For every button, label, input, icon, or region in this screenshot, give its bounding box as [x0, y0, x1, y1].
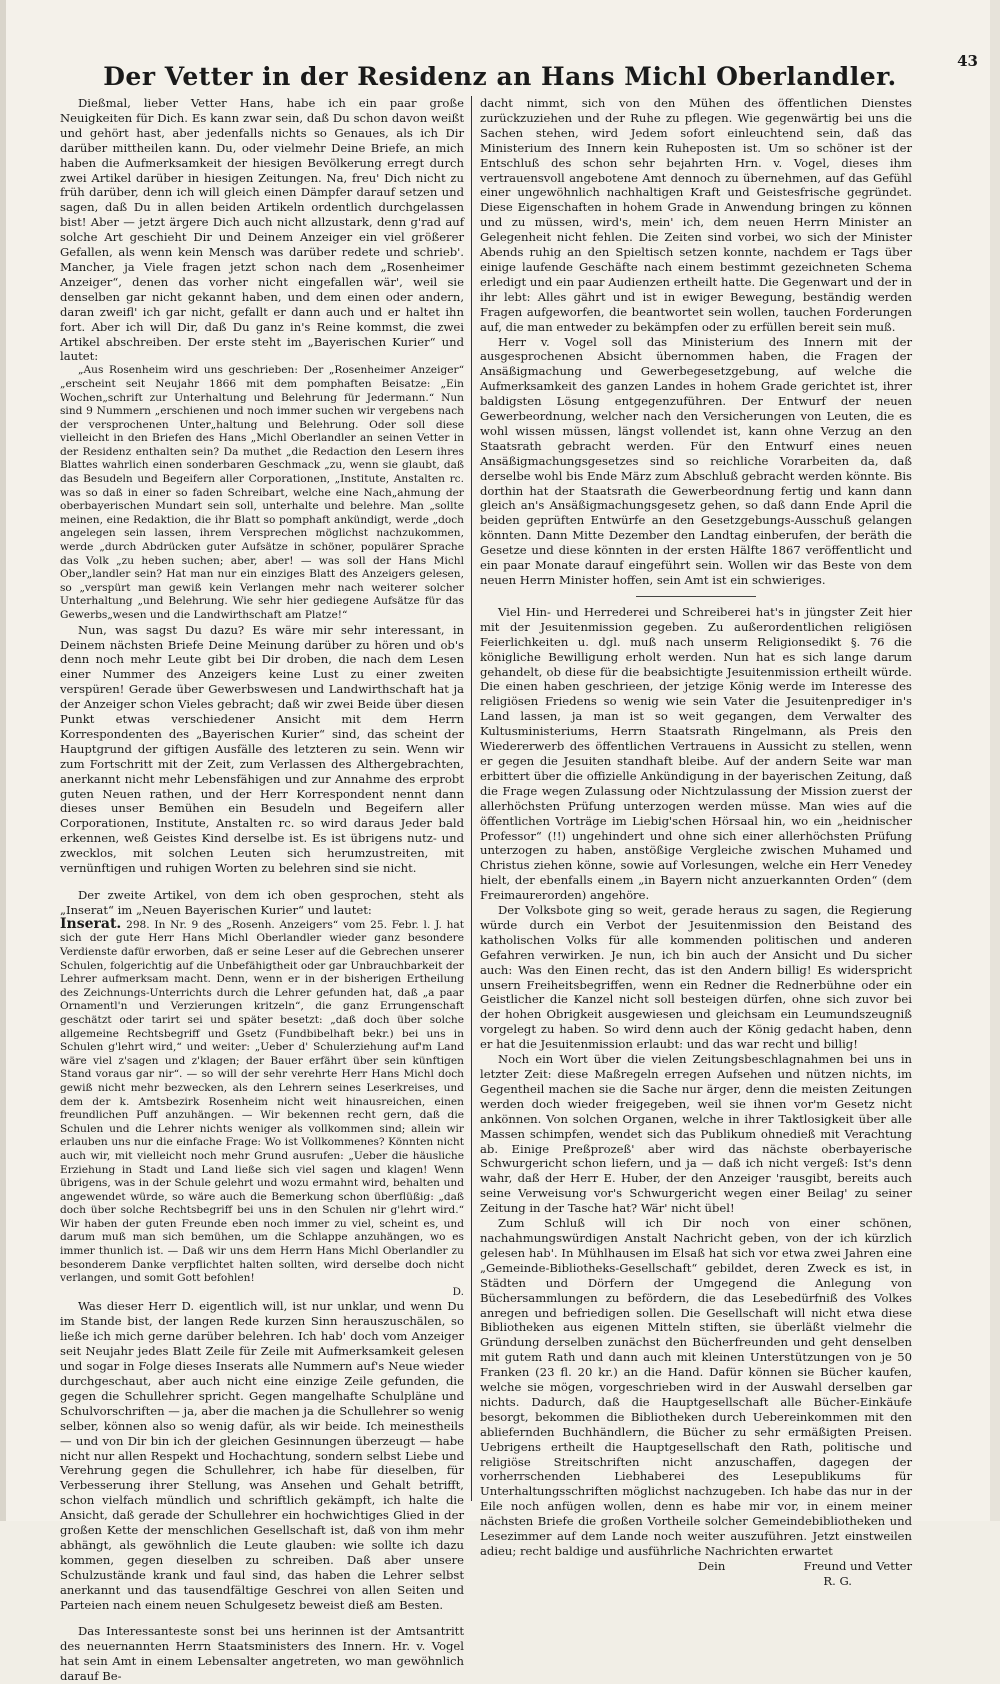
section-rule: [636, 596, 756, 597]
column-divider: [471, 96, 472, 1501]
paragraph: Viel Hin- und Herrederei und Schreiberei hat's in jüngster Zeit hier mit der Jesuitenmission gegeben. Zu außerordentlichen religiösen Feierlichkeiten u. dgl. muß nach unserm Religionsedikt §. 76 die königliche Bewilligung erholt werden. Nun hat es sich lange darum gehandelt, ob diese für die beabsichtigte Jesuitenmission ertheilt würde. Die einen haben geschrieen, der jetzige König werde im Interesse des religiösen Friedens so wenig wie sein Vater die Jesuitenprediger in's Land lassen, ja man ist so weit gegangen, dem Verwalter des Kultusministeriums, Herrn Staatsrath Ringelmann, als Preis den Wiedererwerb des öffentlichen Vertrauens in Aussicht zu stellen, wenn er gegen die Jesuiten standhaft bleibe. Auf der andern Seite war man erbittert über die offizielle Ankündigung in der bayerischen Zeitung, daß die Frage wegen Zulassung oder Nichtzulassung der Mission zuerst der allerhöchsten Prüfung unterzogen werden müsse. Man wies auf die öffentlichen Vorträge im Liebig'schen Hörsaal hin, wo ein „heidnischer Professor“ (!!) ungehindert und ohne sich einer allerhöchsten Prüfung unterzogen zu haben, anstößige Vergleiche zwischen Muhamed und Christus ziehen könne, sowie auf Vorlesungen, welche ein Herr Venedey hielt, der ebenfalls einem „in Bayern nicht anzuerkannten Orden“ (dem Freimaurerorden) angehöre.: [480, 604, 912, 903]
closing-initials: R. G.: [823, 1573, 852, 1588]
paragraph: Nun, was sagst Du dazu? Es wäre mir sehr interessant, in Deinem nächsten Briefe Deine Meinung darüber zu hören und ob's denn noch mehr Leute gibt bei Dir droben, die nach dem Lesen einer Nummer des Anzeigers keine Lust zu einer zweiten verspüren! Gerade über Gewerbswesen und Landwirthschaft hat ja der Anzeiger schon Vieles gebracht; daß wir zwei Beide über diesen Punkt etwas verschiedener Ansicht mit dem Herrn Korrespondenten des „Bayerischen Kurier“ sind, das scheint der Hauptgrund der giftigen Ausfälle des letzteren zu sein. Wenn wir zum Fortschritt mit der Zeit, zum Verlassen des Althergebrachten, anerkannt nicht mehr Lebensfähigen und zur Annahme des erprobt guten Neuen rathen, und der Herr Korrespondent nennt dann dieses unser Bemühen ein Besudeln und Begeifern aller Corporationen, Institute, Anstalten rc. so wird daraus Jeder bald erkennen, weß Geistes Kind derselbe ist. Es ist übrigens nutz- und zwecklos, mit solchen Leuten sich herumzustreiten, mit vernünftigen und ruhigen Worten zu belehren sind sie nicht.: [60, 622, 464, 876]
inserat-block: [60, 915, 465, 1286]
closing-friend: Freund und Vetter: [803, 1558, 912, 1573]
page-number: 43: [957, 52, 978, 70]
paragraph: Dießmal, lieber Vetter Hans, habe ich ein paar große Neuigkeiten für Dich. Es kann zwar sein, daß Du schon davon weißt und gehört hast, aber jedenfalls nichts so Genaues, als ich Dir darüber mittheilen kann. Du, oder vielmehr Deine Briefe, an mich haben die Aufmerksamkeit der hiesigen Bevölkerung erregt durch zwei Artikel darüber in hiesigen Zeitungen. Na, freu' Dich nicht zu früh darüber, denn ich will gleich einen Dämpfer darauf setzen und sagen, daß Du in allen beiden Artikeln ordentlich durchgelassen bist! Aber — jetzt ärgere Dich auch nicht allzustark, denn g'rad auf solche Art geschieht Dir und Deinem Anzeiger ein viel größerer Gefallen, als wenn kein Mensch was darüber redete und schrieb'. Mancher, ja Viele fragen jetzt schon nach dem „Rosenheimer Anzeiger“, denen das vorher nicht eingefallen wär', weil sie denselben gar nicht gekannt haben, und dem einen oder andern, daran zweifl' ich gar nicht, gefallt er dann auch und er haltet ihn fort. Aber ich will Dir, daß Du ganz in's Reine kommst, die zwei Artikel abschreiben. Der erste steht im „Bayerischen Kurier“ und lautet:: [60, 96, 464, 364]
inserat-label: Inserat.: [60, 915, 122, 932]
inserat-text: 298. In Nr. 9 des „Rosenh. Anzeigers“ vom 25. Febr. l. J. hat sich der gute Herr Hans Michl Oberlandler wieder ganz besondere Verdienste dafür erworben, daß er seine Leser auf die Gebrechen unserer Schulen, folgerichtig auf die Unbefähigtheit oder gar Unbrauchbarkeit der Lehrer aufmerksam macht. Denn, wenn er in der bisherigen Ertheilung des Zeichnungs-Unterrichts durch die Lehrer gefunden hat, daß „a paar Ornamentl'n und Verzierungen kritzeln“, die ganz Errungenschaft geschätzt oder tarirt sei und später besetzt: „daß doch über solche allgemeine Rechtsbegriff und Gsetz (Fundbibelhaft bekr.) bei uns in Schulen g'lehrt wird,“ und weiter: „Ueber d' Schulerziehung auf'm Land wäre viel z'sagen und z'klagen; der Bauer erfährt über sein künftigen Stand voraus gar nir“. — so will der sehr verehrte Herr Hans Michl doch gewiß nicht mehr bezwecken, als den Lehrern seines Leserkreises, und dem der k. Amtsbezirk Rosenheim nicht weit hinausreichen, einen freundlichen Puff anzuhängen. — Wir bekennen recht gern, daß die Schulen und die Lehrer nichts weniger als vollkommen sind; allein wir erlauben uns nur die einfache Frage: Wo ist Vollkommenes? Könnten nicht auch wir, mit vielleicht noch mehr Grund ausrufen: „Ueber die häusliche Erziehung in Stadt und Land ließe sich viel sagen und klagen! Wenn übrigens, was in der Schule gelehrt und wozu ermahnt wird, behalten und angewendet würde, so wäre auch die Bemerkung schon überflüßig: „daß doch über solche Rechtsbegriff bei uns in den Schulen nir g'lehrt wird.“ Wir haben der guten Freunde eben noch immer zu viel, scheint es, und darum muß man sich bemühen, um die Schlappe anzuhängen, wo es immer thunlich ist. — Daß wir uns dem Herrn Hans Michl Oberlandler zu besonderem Danke verpflichtet halten sollten, wird derselbe doch nicht verlangen, und somit Gott befohlen!: [60, 918, 465, 1285]
paragraph: Herr v. Vogel soll das Ministerium des Innern mit der ausgesprochenen Absicht übernommen haben, die Fragen der Ansäßigmachung und Gewerbegesetzgebung, auf welche die Aufmerksamkeit des ganzen Landes in hohem Grade gerichtet ist, ihrer baldigsten Lösung entgegenzuführen. Der Entwurf der neuen Gewerbeordnung, welcher nach den Versicherungen von Leuten, die es wohl wissen müssen, längst vollendet ist, kann ohne Verzug an den Staatsrath gebracht werden. Für den Entwurf eines neuen Ansäßigmachungsgesetzes sind so reichliche Vorarbeiten da, daß derselbe wohl bis Ende März zum Abschluß gebracht werden könnte. Bis dorthin hat der Staatsrath die Gewerbeordnung fertig und kann dann gleich an's Ansäßigmachungsgesetz gehen, so daß dann Ende April die beiden geprüften Entwürfe an den Gesetzgebungs-Ausschuß gelangen könnten. Dann Mitte Dezember den Landtag einberufen, der beräth die Gesetze und diese könnten in der ersten Hälfte 1867 veröffentlicht und ein paar Monate darauf eingeführt sein. Wollen wir das Beste von dem neuen Herrn Minister hoffen, sein Amt ist ein schwieriges.: [480, 334, 912, 587]
left-column: [60, 96, 465, 1684]
right-column: [480, 96, 912, 1588]
paragraph: Der zweite Artikel, von dem ich oben gesprochen, steht als „Inserat“ im „Neuen Bayerischen Kurier“ und lautet:: [60, 888, 464, 917]
closing-line: [480, 1559, 912, 1574]
closing-dein: Dein: [698, 1558, 726, 1573]
paragraph: Noch ein Wort über die vielen Zeitungsbeschlagnahmen bei uns in letzter Zeit: diese Maßregeln erregen Aufsehen und nützen nichts, im Gegentheil machen sie die Sache nur ärger, denn die meisten Zeitungen werden doch wieder freigegeben, weil sie ihnen vor'm Gesetz nicht ankönnen. Von solchen Organen, welche in ihrer Taktlosigkeit über alle Massen schimpfen, wendet sich das Publikum ohnedieß mit Verachtung ab. Einige Preßprozeß' aber wird das nächste oberbayerische Schwurgericht schon liefern, und ja — daß ich nicht vergeß: Ist's denn wahr, daß der Herr E. Huber, der den Anzeiger 'rausgibt, bereits auch seine Verweisung vor's Schwurgericht wegen einer Beilag' zu seiner Zeitung in der Tasche hat? Wär' nicht übel!: [480, 1052, 912, 1216]
inserat-signature: D.: [452, 1285, 464, 1298]
scan-edge-left: [0, 0, 6, 1521]
quoted-article: „Aus Rosenheim wird uns geschrieben: Der „Rosenheimer Anzeiger“ „erscheint seit Neujahr 1866 mit dem pomphaften Beisatze: „Ein Wochen„schrift zur Unterhaltung und Belehrung für Jedermann.“ Nun sind 9 Nummern „erschienen und noch immer suchen wir vergebens nach der versprochenen Unter„haltung und Belehrung. Oder soll diese vielleicht in den Briefen des Hans „Michl Oberlandler an seinen Vetter in der Residenz enthalten sein? Da muthet „die Redaction den Lesern ihres Blattes wahrlich einen sonderbaren Geschmack „zu, wenn sie glaubt, daß das Besudeln und Begeifern aller Corporationen, „Institute, Anstalten rc. was so daß in einer so faden Schreibart, welche eine Nach„ahmung der oberbayerischen Mundart sein soll, unterhalte und belehre. Man „sollte meinen, eine Redaktion, die ihr Blatt so pomphaft ankündigt, werde „doch angelegen sein lassen, ihrem Versprechen möglichst nachzukommen, werde „durch Abdrücken guter Aufsätze in schöner, populärer Sprache das Volk „zu heben suchen; aber, aber! — was soll der Hans Michl Ober„landler sein? Hat man nur ein einziges Blatt des Anzeigers gelesen, so „verspürt man gewiß kein Verlangen mehr nach weiterer solcher Unterhaltung „und Belehrung. Wie sehr hier gediegene Aufsätze für das Gewerbs„wesen und die Landwirthschaft am Platze!“: [60, 364, 464, 621]
paragraph: Der Volksbote ging so weit, gerade heraus zu sagen, die Regierung würde durch ein Verbot der Jesuitenmission den Beistand des katholischen Volks für alle kommenden politischen und anderen Gefahren verwirken. Je nun, ich bin auch der Ansicht und Du sicher auch: Was den Einen recht, das ist den Andern billig! Es widerspricht unsern Freiheitsbegriffen, wenn ein Redner die Rednerbühne oder ein Geistlicher die Kanzel nicht soll besteigen dürfen, ohne sich zuvor bei der hohen Obrigkeit ausgewiesen und gleichsam ein Leumundszeugniß vorgelegt zu haben. So wird denn auch der König gedacht haben, denn er hat die Jesuitenmission erlaubt: und das war recht und billig!: [480, 903, 912, 1052]
scan-edge-right: [990, 0, 1000, 1521]
paragraph: Zum Schluß will ich Dir noch von einer schönen, nachahmungswürdigen Anstalt Nachricht geben, von der ich kürzlich gelesen hab'. In Mühlhausen im Elsaß hat sich vor etwa zwei Jahren eine „Gemeinde-Bibliotheks-Gesellschaft“ gebildet, deren Zweck es ist, in Städten und Dörfern der Umgegend die Anlegung von Büchersammlungen zu befördern, die das Lesebedürfniß des Volkes anregen und befriedigen sollen. Die Gesellschaft will nicht etwa diese Bibliotheken aus eigenen Mitteln stiften, sie überläßt vielmehr die Gründung derselben zunächst den Bücherfreunden und geht denselben mit gutem Rath und dann auch mit kleinen Unterstützungen von je 50 Franken (23 fl. 20 kr.) an die Hand. Dafür können sie Bücher kaufen, welche sie mögen, vorgeschrieben wird in der Auswahl derselben gar nichts. Dadurch, daß die Hauptgesellschaft alle Bücher-Einkäufe besorgt, bekommen die Bibliotheken durch Uebereinkommen mit den abliefernden Buchhändlern, die Bücher zu sehr ermäßigten Preisen. Uebrigens ertheilt die Hauptgesellschaft den Rath, politische und religiöse Streitschriften nicht anzuschaffen, dagegen der vorherrschenden Liebhaberei des Lesepublikums für Unterhaltungsschriften möglichst nachzugeben. Ich habe das nur in der Eile noch anfügen wollen, denn es habe mir vor, in einem meiner nächsten Briefe die großen Vortheile solcher Gemeindebibliotheken und Lesezimmer auf dem Lande noch weiter auszuführen. Jetzt einstweilen adieu; recht baldige und ausführliche Nachrichten erwartet: [480, 1216, 912, 1558]
paragraph: Was dieser Herr D. eigentlich will, ist nur unklar, und wenn Du im Stande bist, der langen Rede kurzen Sinn herauszuschälen, so ließe ich mich gerne darüber belehren. Ich hab' doch vom Anzeiger seit Neujahr jedes Blatt Zeile für Zeile mit Aufmerksamkeit gelesen und sogar in Folge dieses Inserats alle Nummern auf's Neue wieder durchgeschaut, aber auch nicht eine einzige Zeile gefunden, die gegen die Schullehrer spricht. Gegen mangelhafte Schulpläne und Schulvorschriften — ja, aber die machen ja die Schullehrer so wenig selber, können also so wenig dafür, als wir beide. Ich meinestheils — und von Dir bin ich der gleichen Gesinnungen überzeugt — habe nicht nur allen Respekt und Hochachtung, sondern selbst Liebe und Verehrung gegen die Schullehrer, ich habe für dieselben, für Verbesserung ihrer Stellung, was Ansehen und Gehalt betrifft, schon vielfach mündlich und schriftlich gekämpft, ich halte die Ansicht, daß gerade der Schullehrer ein hochwichtiges Glied in der großen Kette der menschlichen Gesellschaft ist, daß von ihm mehr abhängt, als gewöhnlich die Leute glauben: wie sollte ich dazu kommen, gegen dieselben zu schreiben. Daß aber unsere Schulzustände krank und faul sind, das haben die Lehrer selbst anerkannt und das tausendfältige Geschrei von allen Seiten und Parteien nach einem neuen Schulgesetz beweist dieß am Besten.: [60, 1299, 465, 1612]
paragraph: dacht nimmt, sich von den Mühen des öffentlichen Dienstes zurückzuziehen und der Ruhe zu pflegen. Wie gegenwärtig bei uns die Sachen stehen, wird Jedem sofort einleuchtend sein, daß das Ministerium des Innern kein Ruheposten ist. Um so schöner ist der Entschluß des schon sehr bejahrten Hrn. v. Vogel, dieses ihm vertrauensvoll angebotene Amt dennoch zu übernehmen, auf das Gefühl einer ungewöhnlich nachhaltigen Kraft und Geistesfrische gegründet. Diese Eigenschaften in hohem Grade in Anwendung bringen zu können und zu müssen, wird's, mein' ich, dem neuen Herrn Minister an Gelegenheit nicht fehlen. Die Zeiten sind vorbei, wo sich der Minister Abends ruhig an den Spieltisch setzen konnte, nachdem er Tags über einige laufende Geschäfte nach einem bestimmt gezeichneten Schema erledigt und ein paar Audienzen ertheilt hatte. Die Gegenwart und der in ihr lebt: Alles gährt und ist in ewiger Bewegung, beständig werden Fragen aufgeworfen, die beantwortet sein wollen, tauchen Forderungen auf, die man entweder zu bekämpfen oder zu erfüllen bereit sein muß.: [480, 96, 912, 334]
headline: Der Vetter in der Residenz an Hans Michl Oberlandler.: [103, 62, 897, 91]
paragraph: Das Interessanteste sonst bei uns herinnen ist der Amtsantritt des neuernannten Herrn Staatsministers des Innern. Hr. v. Vogel hat sein Amt in einem Lebensalter angetreten, wo man gewöhnlich darauf Be-: [60, 1624, 464, 1684]
